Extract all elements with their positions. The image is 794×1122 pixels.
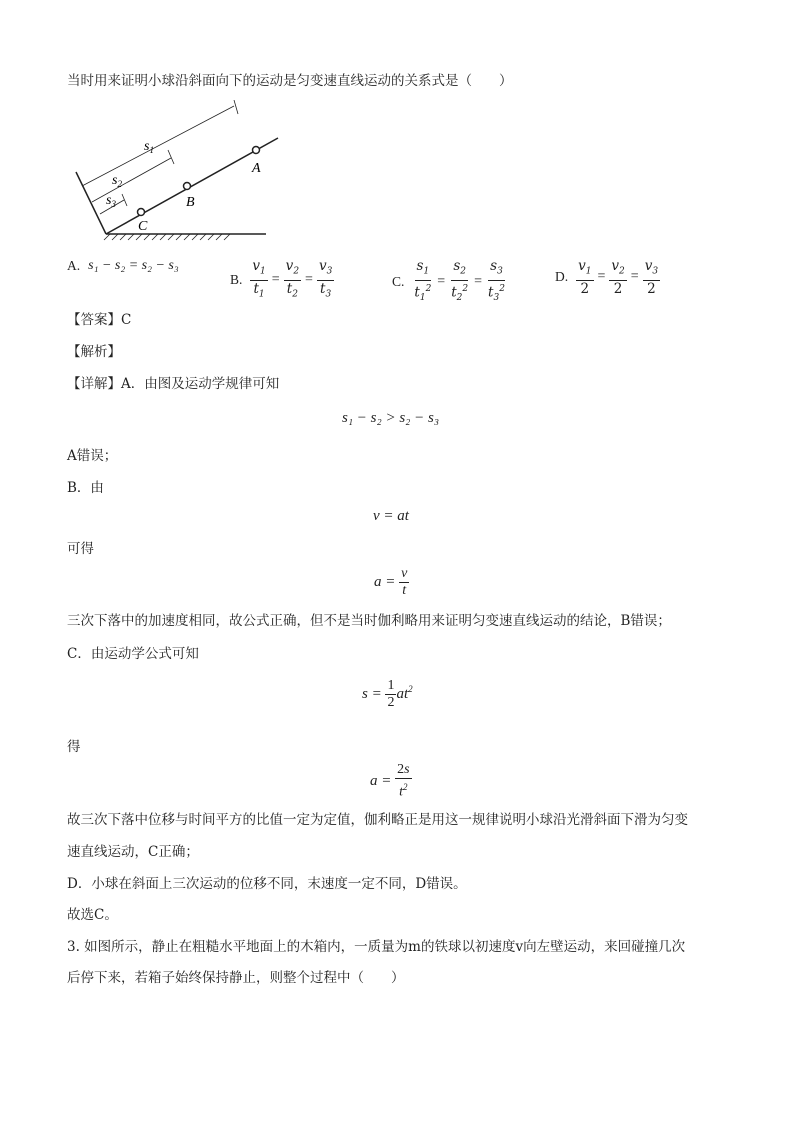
label-s3: s (106, 193, 112, 208)
svg-text:s3: $s_3$ (106, 193, 116, 209)
ball-b (184, 183, 191, 190)
question-intro: 当时用来证明小球沿斜面向下的运动是匀变速直线运动的关系式是（ ） (67, 73, 513, 89)
choose-line: 故选C。 (67, 907, 118, 923)
a-wrong: A错误； (67, 448, 118, 464)
label-b: B (186, 195, 195, 210)
q3-line-2: 后停下来，若箱子始终保持静止，则整个过程中（ ） (67, 970, 405, 986)
label-s2: s (112, 173, 118, 188)
option-a[interactable]: A. s₁ − s₂ = s₂ − s₃ (67, 258, 179, 273)
label-c: C (138, 219, 148, 234)
equation-3: a = $\frac{v}{t}$ (374, 566, 408, 598)
detail-line: 【详解】A．由图及运动学规律可知 (67, 376, 280, 392)
c-intro: C．由运动学公式可知 (67, 646, 199, 662)
option-b[interactable]: B. $\frac{v_1}{t_1}$ = $\frac{v_2}{t_2}$ = $\frac{v_3}{t_3}$ (230, 258, 333, 300)
label-a: A (252, 161, 261, 176)
equation-1: s₁ − s₂ > s₂ − s₃ (342, 410, 440, 426)
label-s1: s (144, 139, 150, 154)
b-conclusion: 三次下落中的加速度相同，故公式正确，但不是当时伽利略用来证明匀变速直线运动的结论，B错误； (67, 613, 671, 629)
q3-line-1: 3. 如图所示，静止在粗糙水平地面上的木箱内，一质量为m的铁球以初速度v向左壁运动，来回碰撞几次 (67, 939, 686, 955)
d-line: D．小球在斜面上三次运动的位移不同，末速度一定不同，D错误。 (67, 876, 467, 892)
analysis-title: 【解析】 (67, 344, 121, 360)
equation-4: s = $\frac{1}{2}$ $at^2$ (362, 678, 413, 710)
incline-figure (66, 100, 286, 242)
option-c[interactable]: C. $\frac{s_1}{t_1^2}$ = $\frac{s_2}{t_2^2}$ = $\frac{s_3}{t_3^2}$ (392, 258, 505, 303)
svg-text:s2: $s_2$ (112, 173, 122, 189)
equation-5: a = $\frac{2s}{t^2}$ (370, 762, 410, 800)
de: 得 (67, 739, 81, 755)
ball-c (138, 209, 145, 216)
equation-2: v = at (373, 508, 409, 524)
option-d[interactable]: D. $\frac{v_1}{2}$ = $\frac{v_2}{2}$ = $\frac{v_3}{2}$ (555, 258, 659, 297)
ke-de: 可得 (67, 541, 94, 557)
ball-a (253, 147, 260, 154)
answer-line: 【答案】C (67, 312, 132, 328)
c-conclusion-2: 速直线运动，C正确； (67, 844, 199, 860)
c-conclusion-1: 故三次下落中位移与时间平方的比值一定为定值，伽利略正是用这一规律说明小球沿光滑斜面下滑为匀变 (67, 812, 688, 828)
b-from: B．由 (67, 480, 104, 496)
svg-text:s1: $s_1$ (144, 139, 154, 155)
